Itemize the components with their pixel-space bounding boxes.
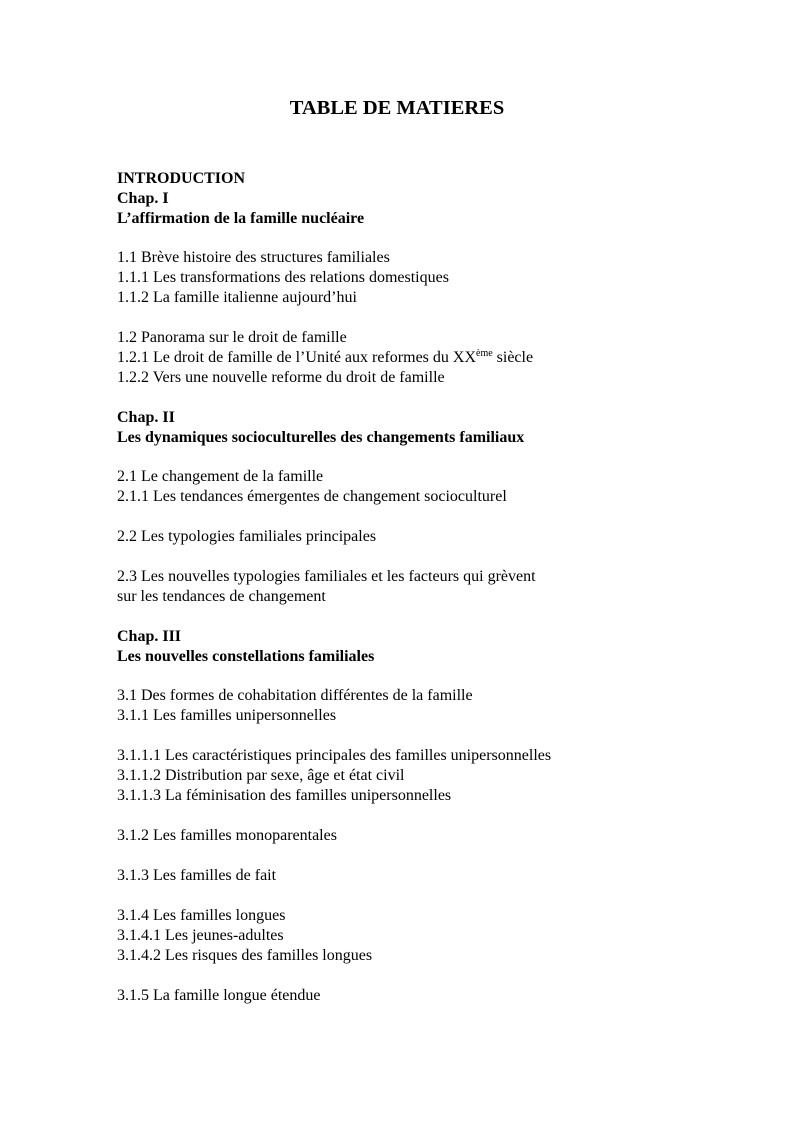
toc-entry-3-1-1-1: 3.1.1.1 Les caractéristiques principales des familles unipersonnelles xyxy=(117,747,552,764)
toc-entry-3-1-4-1: 3.1.4.1 Les jeunes-adultes xyxy=(117,927,284,944)
chapter-2-label: Chap. II xyxy=(117,409,175,426)
toc-entry-1-1: 1.1 Brève histoire des structures familiales xyxy=(117,249,390,266)
chapter-1-title: L’affirmation de la famille nucléaire xyxy=(117,210,365,227)
toc-entry-2-3-line2: sur les tendances de changement xyxy=(117,588,326,605)
toc-entry-2-3-line1: 2.3 Les nouvelles typologies familiales et les facteurs qui grèvent xyxy=(117,568,536,585)
toc-entry-1-1-1: 1.1.1 Les transformations des relations domestiques xyxy=(117,269,449,286)
toc-entry-1-2: 1.2 Panorama sur le droit de famille xyxy=(117,329,347,346)
superscript-ordinal: ème xyxy=(476,348,493,359)
toc-entry-3-1-1: 3.1.1 Les familles unipersonnelles xyxy=(117,707,337,724)
chapter-3-label: Chap. III xyxy=(117,628,182,645)
toc-entry-1-2-1-text: 1.2.1 Le droit de famille de l’Unité aux reformes du XX xyxy=(117,349,476,366)
toc-entry-1-2-1 xyxy=(117,348,533,368)
toc-entry-3-1-1-2: 3.1.1.2 Distribution par sexe, âge et état civil xyxy=(117,767,405,784)
toc-entry-1-2-2: 1.2.2 Vers une nouvelle reforme du droit de famille xyxy=(117,369,445,386)
chapter-1-label: Chap. I xyxy=(117,190,169,207)
toc-entry-3-1-4: 3.1.4 Les familles longues xyxy=(117,907,286,924)
toc-entry-3-1-2: 3.1.2 Les familles monoparentales xyxy=(117,827,337,844)
toc-entry-3-1-3: 3.1.3 Les familles de fait xyxy=(117,867,277,884)
toc-entry-3-1-5: 3.1.5 La famille longue étendue xyxy=(117,987,321,1004)
toc-entry-1-2-1-suffix: siècle xyxy=(492,349,534,366)
toc-entry-2-1-1: 2.1.1 Les tendances émergentes de changement socioculturel xyxy=(117,488,507,505)
page-title: TABLE DE MATIERES xyxy=(289,97,505,119)
chapter-2-title: Les dynamiques socioculturelles des changements familiaux xyxy=(117,429,525,446)
toc-entry-2-2: 2.2 Les typologies familiales principales xyxy=(117,528,377,545)
toc-introduction: INTRODUCTION xyxy=(117,170,246,187)
toc-entry-2-1: 2.1 Le changement de la famille xyxy=(117,468,324,485)
toc-entry-3-1-1-3: 3.1.1.3 La féminisation des familles unipersonnelles xyxy=(117,787,452,804)
chapter-3-title: Les nouvelles constellations familiales xyxy=(117,648,375,665)
toc-entry-1-1-2: 1.1.2 La famille italienne aujourd’hui xyxy=(117,289,357,306)
toc-entry-3-1-4-2: 3.1.4.2 Les risques des familles longues xyxy=(117,947,373,964)
toc-entry-3-1: 3.1 Des formes de cohabitation différentes de la famille xyxy=(117,687,473,704)
